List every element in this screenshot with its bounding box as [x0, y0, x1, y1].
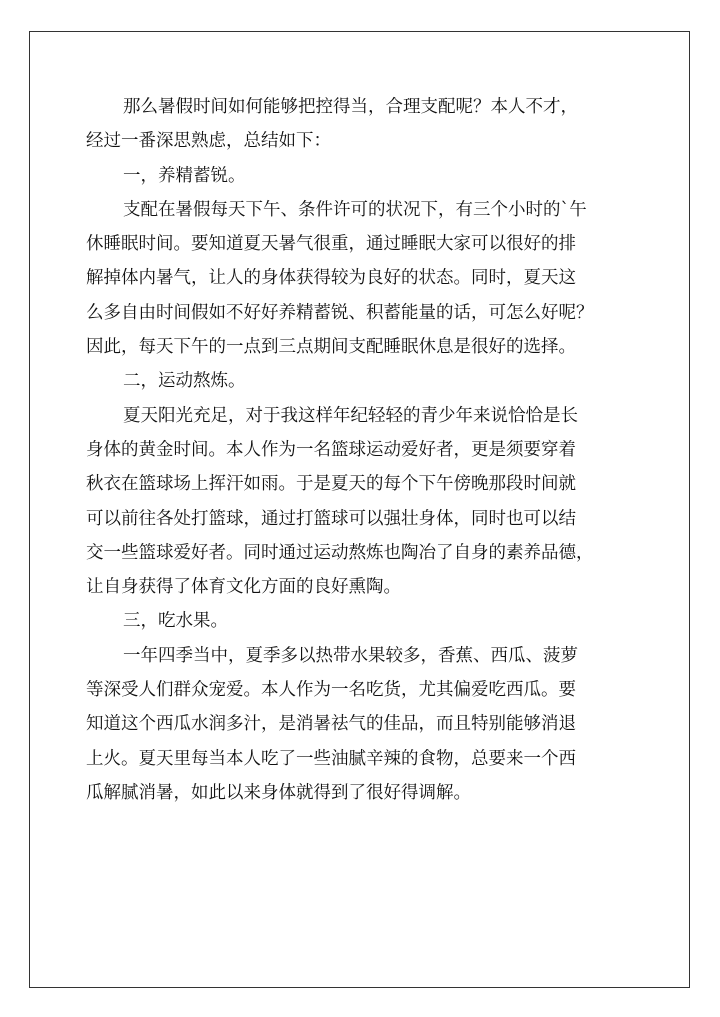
text-line — [86, 502, 634, 536]
text-line — [86, 227, 634, 261]
text-line — [86, 296, 634, 330]
section-heading — [86, 364, 634, 398]
text-line-content: 上火。夏天里每当本人吃了一些油腻辛辣的食物，总要来一个西 — [86, 748, 576, 769]
text-line-content: 等深受人们群众宠爱。本人作为一名吃货，尤其偏爱吃西瓜。要 — [86, 680, 576, 701]
text-line-content: 那么暑假时间如何能够把控得当，合理支配呢？本人不才， — [123, 97, 578, 117]
text-line — [86, 433, 634, 467]
section-heading-text: 三，吃水果。 — [123, 611, 228, 632]
section-heading-text: 二，运动熬炼。 — [123, 371, 246, 392]
section-heading — [86, 604, 634, 638]
text-line — [86, 707, 634, 741]
text-line-content: 可以前往各处打篮球，通过打篮球可以强壮身体，同时也可以结 — [86, 508, 576, 529]
text-line — [86, 124, 634, 158]
text-line-content: 夏天阳光充足，对于我这样年纪轻轻的青少年来说恰恰是长 — [123, 405, 578, 426]
text-line-content: 一年四季当中，夏季多以热带水果较多，香蕉、西瓜、菠萝 — [123, 645, 578, 666]
text-line — [86, 742, 634, 776]
text-line-content: 瓜解腻消暑，如此以来身体就得到了很好得调解。 — [86, 782, 471, 803]
text-line — [86, 776, 634, 810]
text-line-content: 解掉体内暑气，让人的身体获得较为良好的状态。同时，夏天这 — [86, 268, 576, 289]
text-line-content: 么多自由时间假如不好好养精蓄锐、积蓄能量的话，可怎么好呢？ — [86, 302, 594, 323]
text-line — [86, 193, 634, 227]
text-line — [86, 330, 634, 364]
text-line-content: 支配在暑假每天下午、条件许可的状况下，有三个小时的`午 — [123, 199, 587, 220]
text-line-content: 休睡眠时间。要知道夏天暑气很重，通过睡眠大家可以很好的排 — [86, 234, 576, 255]
text-line — [86, 261, 634, 295]
text-line-content: 因此，每天下午的一点到三点期间支配睡眠休息是很好的选择。 — [86, 337, 576, 358]
text-line-content: 经过一番深思熟虑，总结如下： — [86, 131, 331, 152]
document-body — [86, 90, 634, 810]
text-line-content: 让自身获得了体育文化方面的良好熏陶。 — [86, 577, 401, 598]
text-line — [86, 536, 634, 570]
text-line — [86, 467, 634, 501]
text-line — [86, 570, 634, 604]
text-line — [86, 639, 634, 673]
text-line-content: 知道这个西瓜水润多汁，是消暑祛气的佳品，而且特别能够消退 — [86, 714, 576, 735]
text-line — [86, 399, 634, 433]
text-line-content: 秋衣在篮球场上挥汗如雨。于是夏天的每个下午傍晚那段时间就 — [86, 474, 576, 495]
text-line-content: 身体的黄金时间。本人作为一名篮球运动爱好者，更是须要穿着 — [86, 439, 576, 460]
section-heading-text: 一，养精蓄锐。 — [123, 165, 246, 186]
text-line-content: 交一些篮球爱好者。同时通过运动熬炼也陶冶了自身的素养品德， — [86, 542, 594, 563]
text-line — [86, 673, 634, 707]
section-heading — [86, 159, 634, 193]
text-line — [86, 90, 634, 124]
